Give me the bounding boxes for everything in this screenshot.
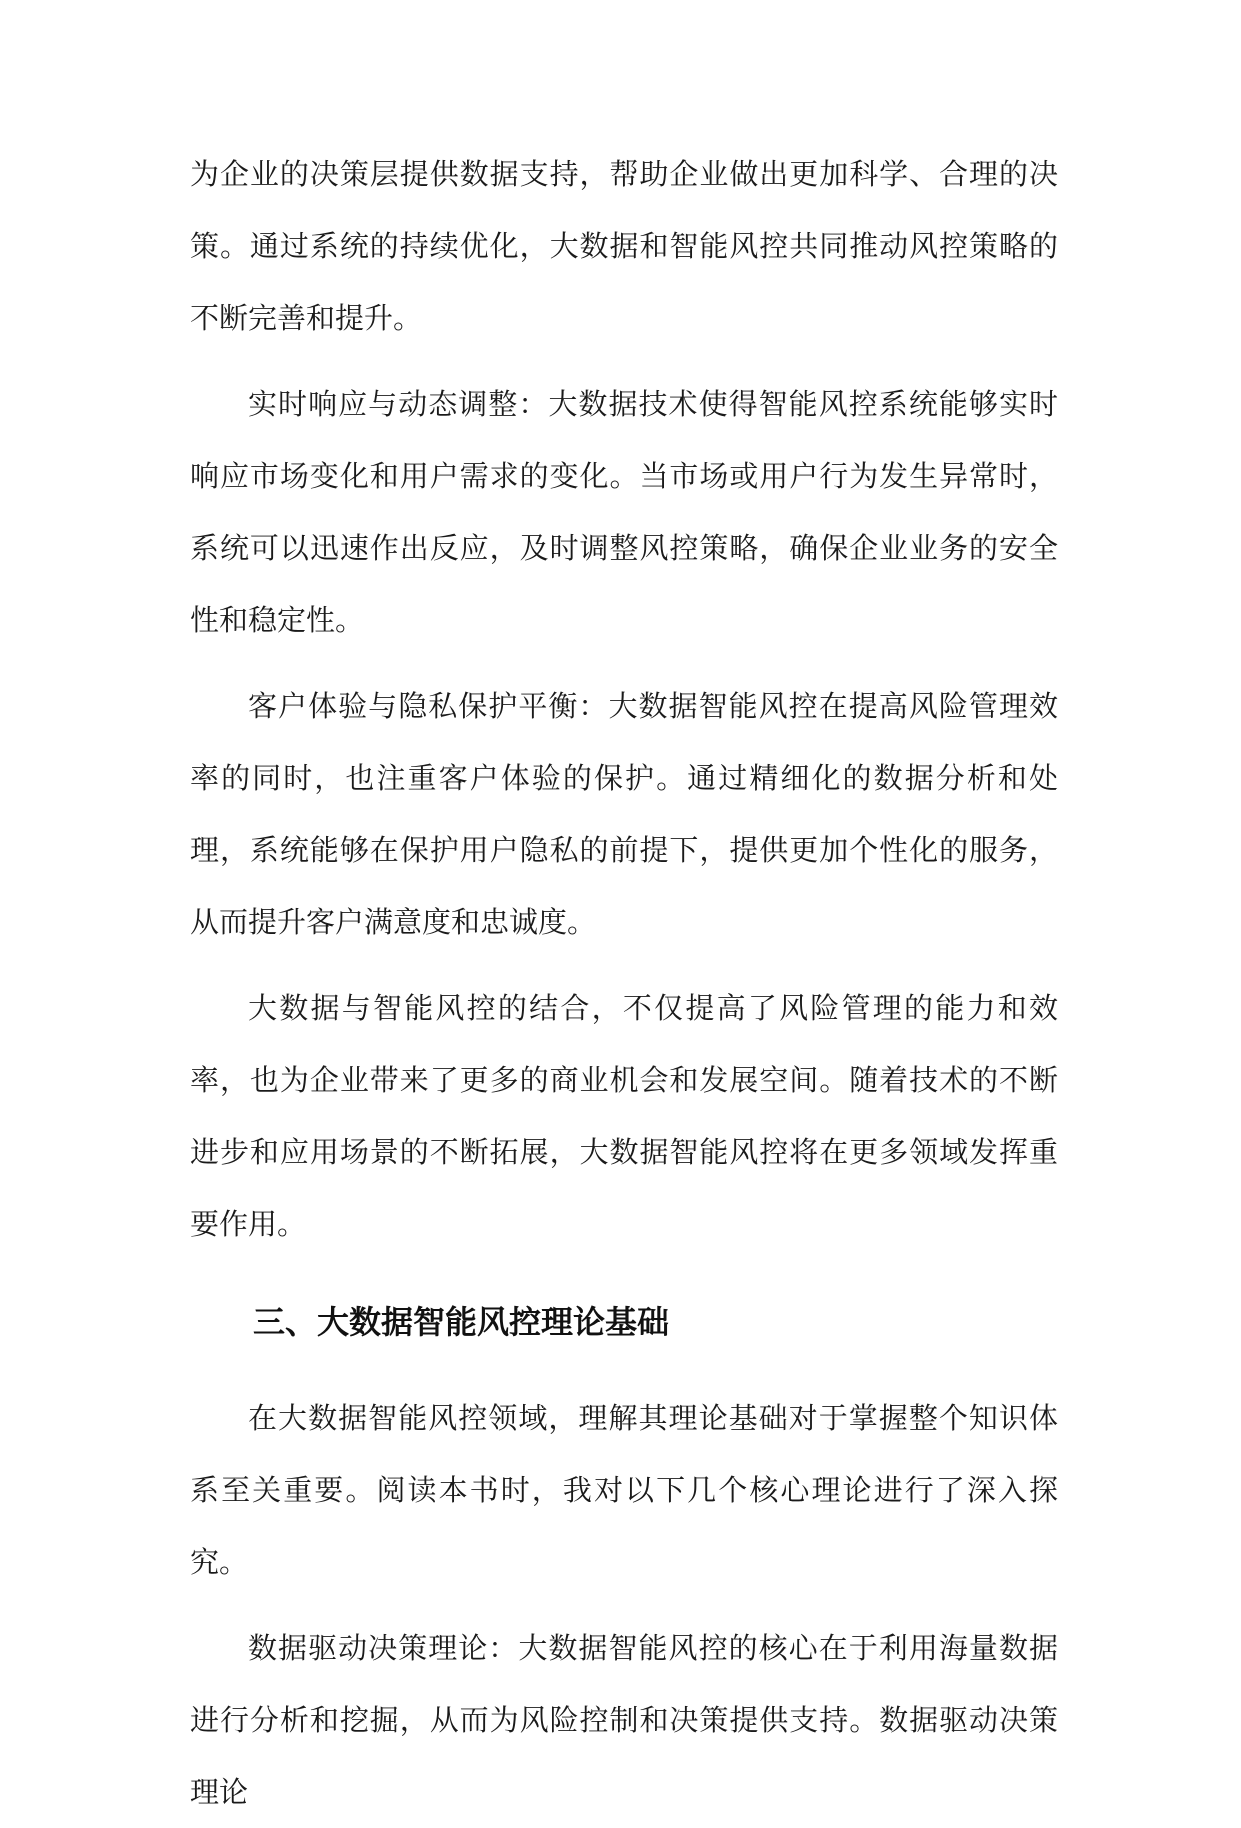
document-body [190,138,1058,1828]
paragraph-data-driven-theory: 数据驱动决策理论：大数据智能风控的核心在于利用海量数据进行分析和挖掘，从而为风险控制和决策提供支持。数据驱动决策理论 [190,1631,1058,1809]
section-heading: 三、大数据智能风控理论基础 [253,1303,670,1341]
paragraph-conclusion: 大数据与智能风控的结合，不仅提高了风险管理的能力和效率，也为企业带来了更多的商业机会和发展空间。随着技术的不断进步和应用场景的不断拓展，大数据智能风控将在更多领域发挥重要作用。 [190,991,1058,1241]
paragraph-customer-privacy: 客户体验与隐私保护平衡：大数据智能风控在提高风险管理效率的同时，也注重客户体验的保护。通过精细化的数据分析和处理，系统能够在保护用户隐私的前提下，提供更加个性化的服务，从而提升客户满意度和忠诚度。 [190,689,1058,939]
paragraph-theory-intro: 在大数据智能风控领域，理解其理论基础对于掌握整个知识体系至关重要。阅读本书时，我对以下几个核心理论进行了深入探究。 [190,1401,1058,1579]
paragraph-continuation: 为企业的决策层提供数据支持，帮助企业做出更加科学、合理的决策。通过系统的持续优化，大数据和智能风控共同推动风控策略的不断完善和提升。 [190,157,1058,335]
paragraph-realtime-response: 实时响应与动态调整：大数据技术使得智能风控系统能够实时响应市场变化和用户需求的变化。当市场或用户行为发生异常时，系统可以迅速作出反应，及时调整风控策略，确保企业业务的安全性和稳定性。 [190,387,1058,637]
